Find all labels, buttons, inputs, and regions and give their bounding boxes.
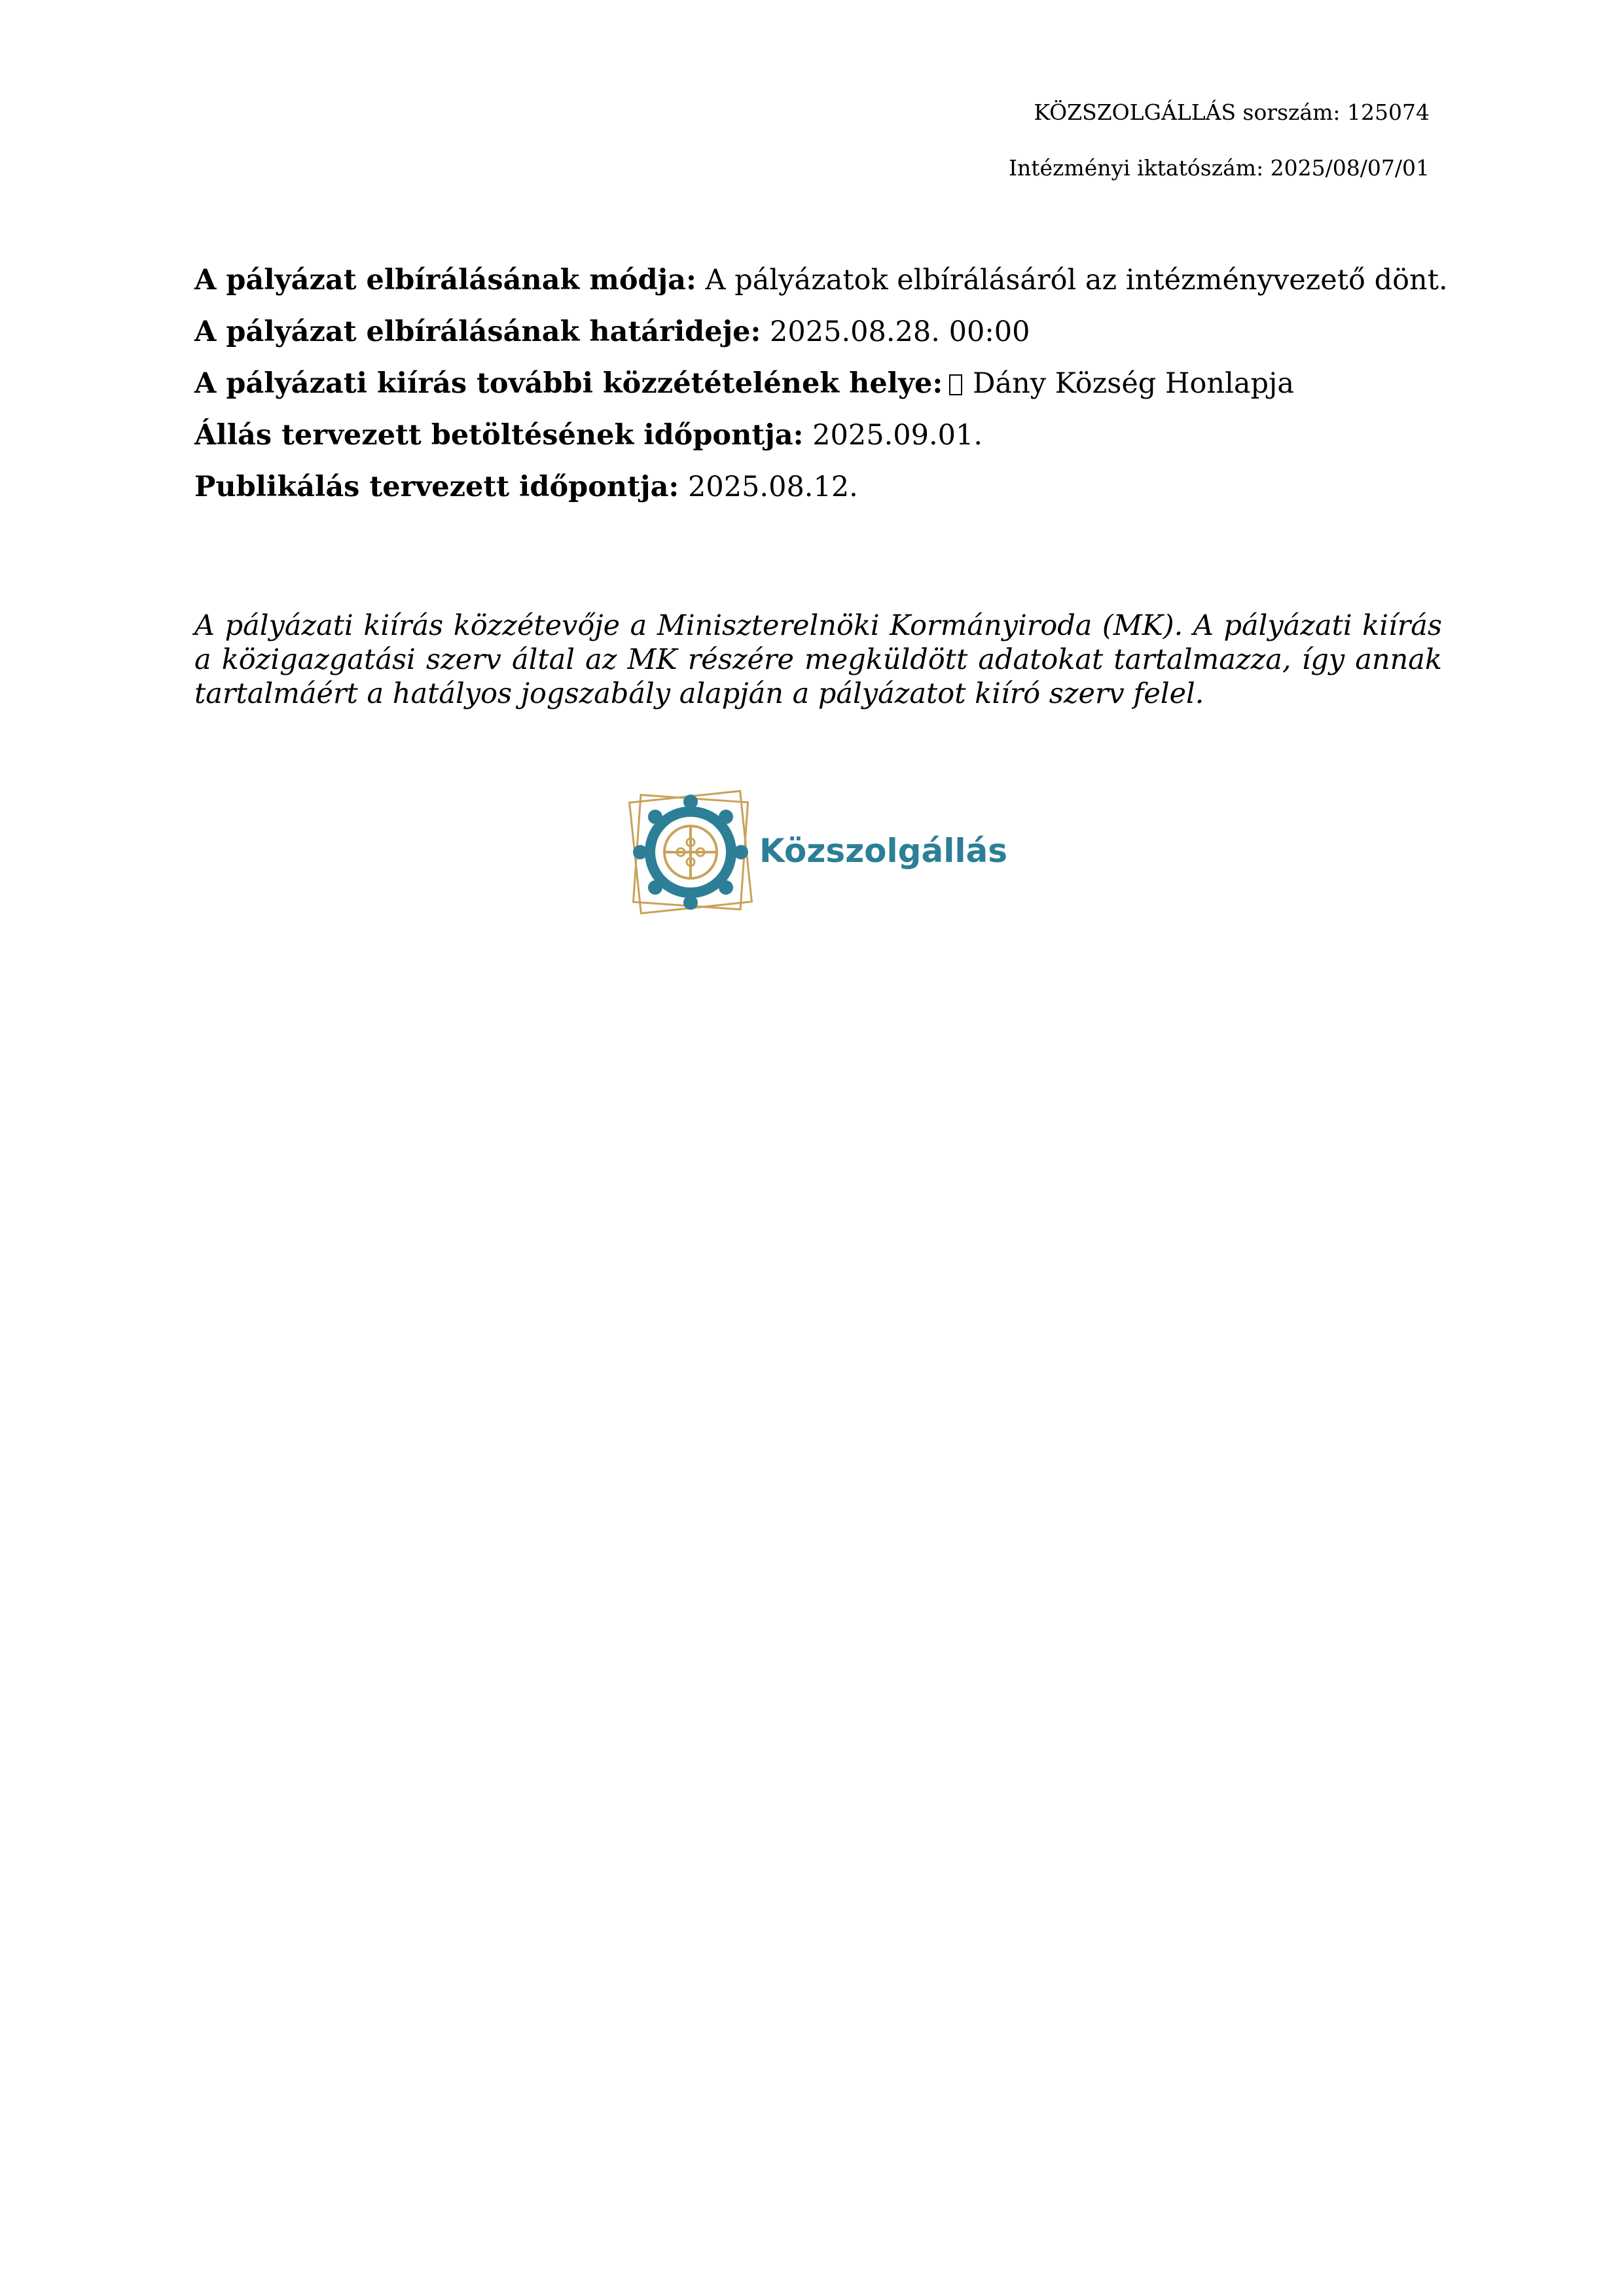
serial-number: KÖZSZOLGÁLLÁS sorszám: 125074 xyxy=(1034,99,1430,125)
missing-glyph-icon xyxy=(949,374,962,395)
field-label: A pályázat elbírálásának határideje: xyxy=(194,315,761,348)
field-value: A pályázatok elbírálásáról az intézményvezető dönt. xyxy=(705,264,1448,296)
logo-emblem-icon xyxy=(625,782,756,926)
field-value: 2025.08.12. xyxy=(687,471,858,503)
field-label: Állás tervezett betöltésének időpontja: xyxy=(194,419,804,452)
kozszolgallas-logo xyxy=(625,782,1031,926)
field-value-publication-place: Dány Község Honlapja xyxy=(973,367,1294,400)
field-label: A pályázat elbírálásának módja: xyxy=(194,264,696,296)
field-planned-start xyxy=(194,418,983,452)
field-planned-publication xyxy=(194,470,858,504)
field-publication-place xyxy=(194,367,962,401)
registration-number: Intézményi iktatószám: 2025/08/07/01 xyxy=(1008,155,1430,181)
field-evaluation-method xyxy=(194,263,1448,297)
disclaimer-paragraph: A pályázati kiírás közzétevője a Miniszterelnöki Kormányiroda (MK). A pályázati kiírás a közigazgatási szerv által az MK részére megküldött adatokat tartalmazza, így annak tartalmáért a hatályos jogszabály alapján a pályázatot kiíró szerv felel. xyxy=(194,609,1442,710)
field-value: 2025.08.28. 00:00 xyxy=(770,315,1030,348)
field-label: A pályázati kiírás további közzétételének helye: xyxy=(194,367,943,400)
field-value: 2025.09.01. xyxy=(812,419,983,452)
field-label: Publikálás tervezett időpontja: xyxy=(194,471,679,503)
field-evaluation-deadline xyxy=(194,315,1030,349)
logo-wordmark: Közszolgállás xyxy=(759,832,1007,870)
